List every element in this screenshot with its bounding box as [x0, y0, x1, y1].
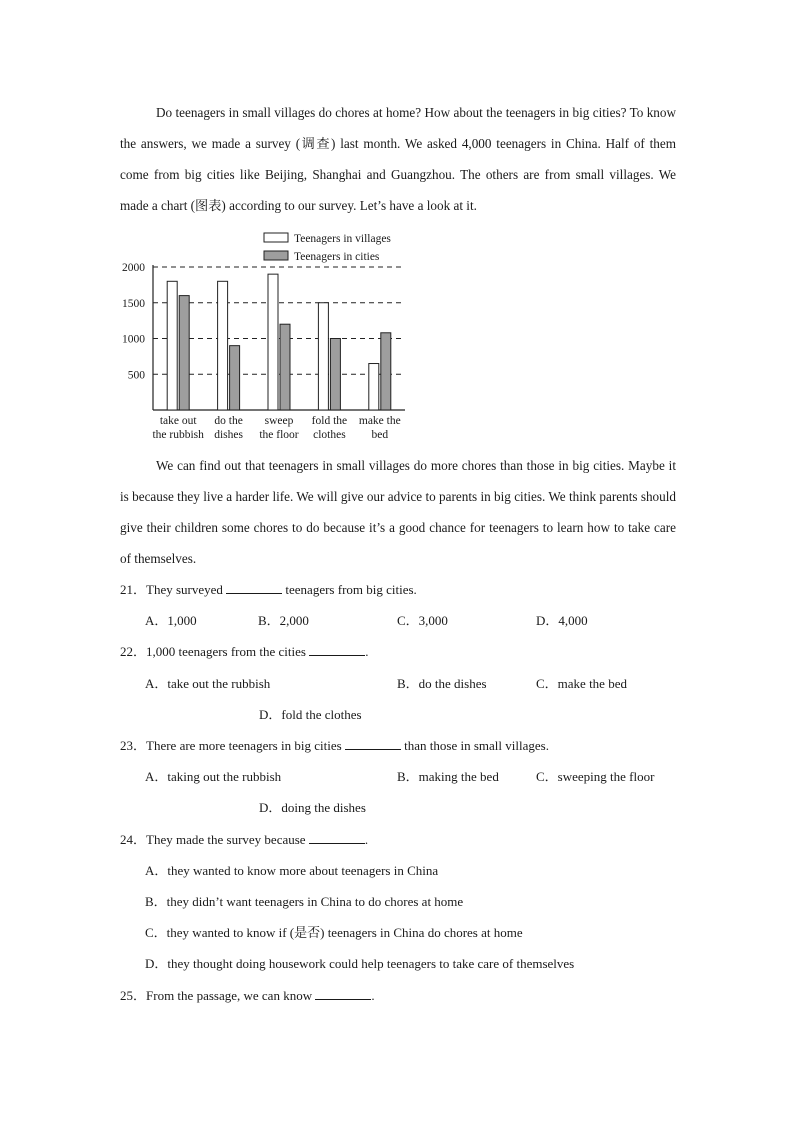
option-letter: D．: [259, 800, 282, 815]
legend-label-1: Teenagers in villages: [294, 233, 391, 245]
option-letter: D．: [259, 707, 282, 722]
option-23-d[interactable]: [259, 799, 366, 817]
bar-villages-5: [369, 364, 379, 410]
passage-paragraph-2: [120, 450, 676, 574]
option-24-d[interactable]: [145, 955, 574, 973]
option-22-b[interactable]: [397, 675, 487, 693]
option-21-a[interactable]: [145, 612, 197, 630]
option-text: sweeping the floor: [557, 769, 655, 784]
option-text: they thought doing housework could help teenagers to take care of themselves: [167, 956, 575, 971]
option-23-a[interactable]: [145, 768, 281, 786]
option-letter: D．: [145, 956, 168, 971]
legend-swatch-1: [264, 233, 288, 242]
answer-blank: [309, 831, 365, 844]
legend-label-2: Teenagers in cities: [294, 251, 380, 263]
question-number: 21．: [120, 582, 147, 597]
answer-blank: [315, 987, 371, 1000]
x-tick-label-2-2: dishes: [214, 429, 243, 441]
option-text: 3,000: [418, 613, 448, 628]
option-text: they wanted to know more about teenagers in China: [167, 863, 439, 878]
question-stem: From the passage, we can know: [146, 988, 313, 1003]
option-letter: A．: [145, 863, 168, 878]
question-stem-after: teenagers from big cities.: [285, 582, 417, 597]
option-21-d[interactable]: [536, 612, 588, 630]
option-letter: B．: [145, 894, 167, 909]
option-24-b[interactable]: [145, 893, 463, 911]
option-23-b[interactable]: [397, 768, 499, 786]
question-number: 24．: [120, 832, 147, 847]
answer-blank: [226, 581, 282, 594]
option-letter: A．: [145, 769, 168, 784]
x-tick-label-2-1: do the: [214, 415, 243, 427]
passage-p2-text: We can find out that teenagers in small villages do more chores than those in big cities. Maybe it is because they live a harder life. We will give our advice to parents in big cities. We think parents should give their children some chores to do because it’s a good chance for teenagers to learn how to take care of themselves.: [120, 458, 676, 566]
option-letter: C．: [145, 925, 167, 940]
option-text: doing the dishes: [281, 800, 366, 815]
question-22: [120, 643, 368, 661]
option-22-a[interactable]: [145, 675, 270, 693]
option-letter: B．: [397, 769, 419, 784]
bar-cities-1: [179, 296, 189, 410]
answer-blank: [309, 643, 365, 656]
question-stem: There are more teenagers in big cities: [146, 738, 342, 753]
question-stem: They surveyed: [146, 582, 223, 597]
option-letter: C．: [536, 769, 558, 784]
x-tick-label-5-2: bed: [371, 429, 389, 441]
question-stem: 1,000 teenagers from the cities: [146, 644, 306, 659]
option-text: do the dishes: [418, 676, 487, 691]
option-text: 1,000: [167, 613, 197, 628]
legend-swatch-2: [264, 251, 288, 260]
option-text: 2,000: [279, 613, 309, 628]
bar-villages-4: [318, 303, 328, 410]
question-stem-after: .: [371, 988, 375, 1003]
x-tick-label-1-2: the rubbish: [152, 429, 204, 441]
y-tick-label-500: 500: [127, 369, 145, 382]
option-letter: B．: [258, 613, 280, 628]
passage-paragraph-1: [120, 97, 676, 221]
option-text: they wanted to know if (是否) teenagers in China do chores at home: [166, 925, 523, 940]
option-letter: C．: [397, 613, 419, 628]
answer-blank: [345, 737, 401, 750]
option-21-c[interactable]: [397, 612, 448, 630]
question-number: 23．: [120, 738, 147, 753]
question-21: [120, 581, 417, 599]
y-tick-label-2000: 2000: [122, 262, 145, 274]
question-stem-after: than those in small villages.: [404, 738, 549, 753]
option-letter: D．: [536, 613, 559, 628]
question-stem-after: .: [365, 644, 369, 659]
x-tick-label-3-2: the floor: [259, 429, 299, 441]
option-letter: C．: [536, 676, 558, 691]
option-text: fold the clothes: [281, 707, 362, 722]
question-number: 22．: [120, 644, 147, 659]
option-text: taking out the rubbish: [167, 769, 282, 784]
question-23: [120, 737, 549, 755]
option-22-d[interactable]: [259, 706, 362, 724]
y-tick-label-1500: 1500: [122, 297, 145, 310]
option-text: they didn’t want teenagers in China to do chores at home: [166, 894, 464, 909]
question-24: [120, 831, 368, 849]
option-text: making the bed: [418, 769, 499, 784]
bar-villages-3: [268, 274, 278, 410]
option-letter: A．: [145, 613, 168, 628]
bar-villages-2: [218, 281, 228, 410]
passage-p1-text: Do teenagers in small villages do chores at home? How about the teenagers in big cities? To know the answers, we made a survey (调查) last month. We asked 4,000 teenagers in China. Half of them come from big cities like Beijing, Shanghai and Guangzhou. The others are from small villages. We made a chart (图表) according to our survey. Let’s have a look at it.: [120, 105, 676, 213]
option-24-a[interactable]: [145, 862, 438, 880]
bar-villages-1: [167, 281, 177, 410]
bar-cities-2: [230, 346, 240, 410]
x-tick-label-3-1: sweep: [264, 415, 294, 427]
x-tick-label-4-1: fold the: [311, 415, 348, 427]
bar-cities-3: [280, 324, 290, 410]
x-tick-label-1-1: take out: [159, 415, 197, 427]
question-stem-after: .: [364, 832, 369, 847]
option-23-c[interactable]: [536, 768, 654, 786]
question-stem: They made the survey because: [146, 832, 306, 847]
option-letter: B．: [397, 676, 419, 691]
option-text: take out the rubbish: [167, 676, 271, 691]
question-25: [120, 987, 375, 1005]
option-letter: A．: [145, 676, 168, 691]
option-text: 4,000: [558, 613, 588, 628]
option-text: make the bed: [557, 676, 627, 691]
option-22-c[interactable]: [536, 675, 627, 693]
x-tick-label-4-2: clothes: [313, 429, 346, 441]
bar-cities-5: [381, 333, 391, 410]
y-tick-label-1000: 1000: [122, 333, 145, 346]
chores-bar-chart: [112, 225, 412, 445]
x-tick-label-5-1: make the: [358, 415, 401, 427]
option-24-c[interactable]: [145, 924, 523, 942]
bar-cities-4: [330, 339, 340, 411]
question-number: 25．: [120, 988, 147, 1003]
option-21-b[interactable]: [258, 612, 309, 630]
